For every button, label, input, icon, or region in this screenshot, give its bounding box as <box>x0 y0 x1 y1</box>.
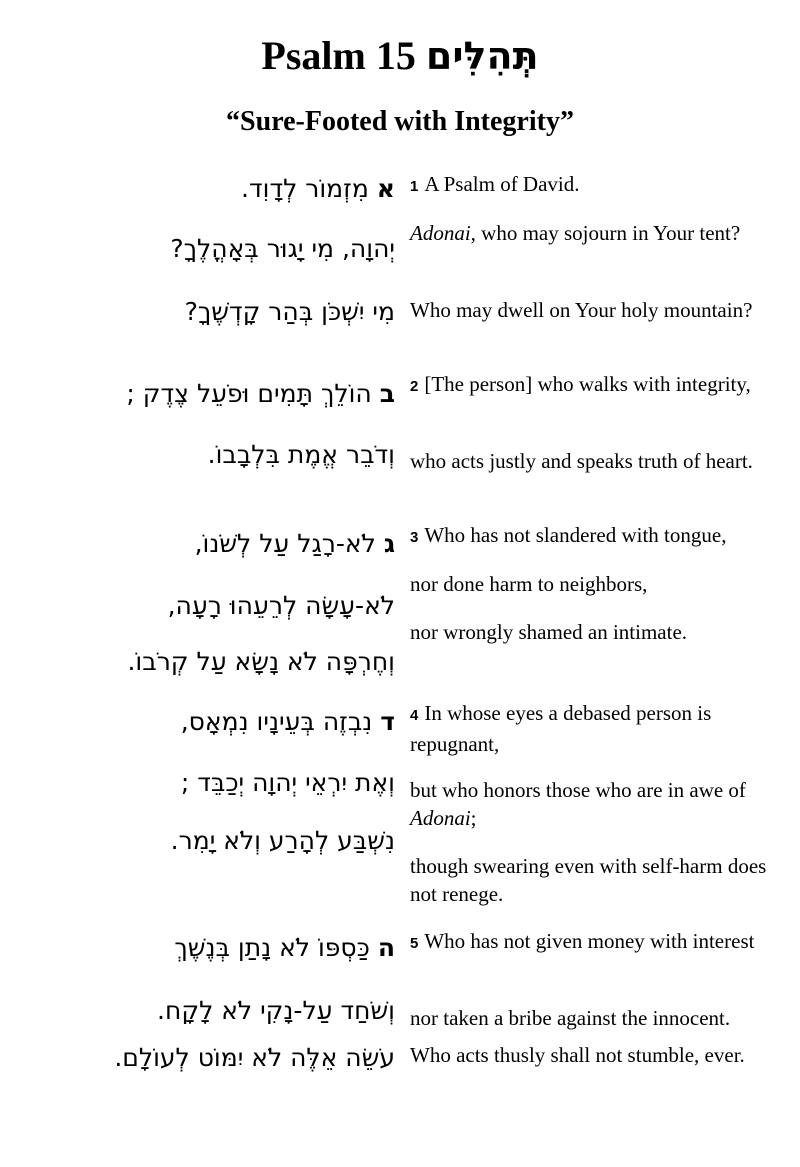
english-line: 1 A Psalm of David. <box>410 172 580 196</box>
hebrew-line: נִשְׁבַּע לְהָרַע וְלֹא יָמִר. <box>170 826 395 855</box>
english-line: nor done harm to neighbors, <box>410 572 648 596</box>
verse-number: 4 <box>410 707 419 724</box>
hebrew-line: הכַּסְפּוֹ לֹא נָתַן בְּנֶשֶׁךְ <box>174 933 395 962</box>
english-line: though swearing even with self-harm does not renege. <box>410 854 767 906</box>
verse-letter: ב <box>379 379 395 408</box>
verse-number: 3 <box>410 529 419 546</box>
verse-number: 5 <box>410 935 419 952</box>
hebrew-line: וְשֹׁחַד עַל-נָקִי לֹא לָקָח. <box>157 996 395 1025</box>
hebrew-line: וְאֶת יִרְאֵי יְהוָה יְכַבֵּד ; <box>180 768 395 797</box>
hebrew-line: וְדֹבֵר אֱמֶת בִּלְבָבוֹ. <box>207 440 395 469</box>
hebrew-line: גלֹא-רָגַל עַל לְשֹׁנוֹ, <box>194 529 395 558</box>
english-line: 4 In whose eyes a debased person is repugnant, <box>410 701 712 756</box>
title-english: Psalm 15 <box>261 33 416 78</box>
english-line: nor taken a bribe against the innocent. <box>410 1006 731 1030</box>
verse-letter: ד <box>380 707 395 736</box>
verse-letter: ג <box>383 529 395 558</box>
page-title <box>0 30 800 82</box>
hebrew-line: לֹא-עָשָׂה לְרֵעֵהוּ רָעָה, <box>167 591 395 620</box>
verse-number: 2 <box>410 378 419 395</box>
english-line: 5 Who has not given money with interest <box>410 929 755 953</box>
english-line: Who acts thusly shall not stumble, ever. <box>410 1043 745 1067</box>
title-hebrew: תְּהִלִּים <box>425 34 539 78</box>
page-subtitle: “Sure-Footed with Integrity” <box>226 106 574 137</box>
hebrew-line: דנִבְזֶה בְּעֵינָיו נִמְאָס, <box>180 707 395 736</box>
english-line: who acts justly and speaks truth of heart. <box>410 449 753 473</box>
verse-letter: א <box>376 174 395 203</box>
english-line: nor wrongly shamed an intimate. <box>410 620 688 644</box>
verse-number: 1 <box>410 178 419 195</box>
hebrew-line: אמִזְמוֹר לְדָוִד. <box>241 174 395 203</box>
verse-letter: ה <box>377 933 395 962</box>
english-line: but who honors those who are in awe of Adonai; <box>410 778 746 830</box>
hebrew-line: בהוֹלֵךְ תָּמִים וּפֹעֵל צֶדֶק ; <box>126 379 395 408</box>
english-line: Adonai, who may sojourn in Your tent? <box>410 221 741 245</box>
english-line: Who may dwell on Your holy mountain? <box>410 298 753 322</box>
english-line: 3 Who has not slandered with tongue, <box>410 523 727 547</box>
hebrew-line: עֹשֵׂה אֵלֶּה לֹא יִמּוֹט לְעוֹלָם. <box>114 1043 395 1072</box>
english-line: 2 [The person] who walks with integrity, <box>410 372 751 396</box>
hebrew-line: וְחֶרְפָּה לֹא נָשָׂא עַל קְרֹבוֹ. <box>127 647 395 676</box>
hebrew-line: מִי יִשְׁכֹּן בְּהַר קָדְשֶׁךָ? <box>184 297 395 326</box>
hebrew-line: יְהוָה, מִי יָגוּר בְּאָהֳלֶךָ? <box>170 234 395 263</box>
